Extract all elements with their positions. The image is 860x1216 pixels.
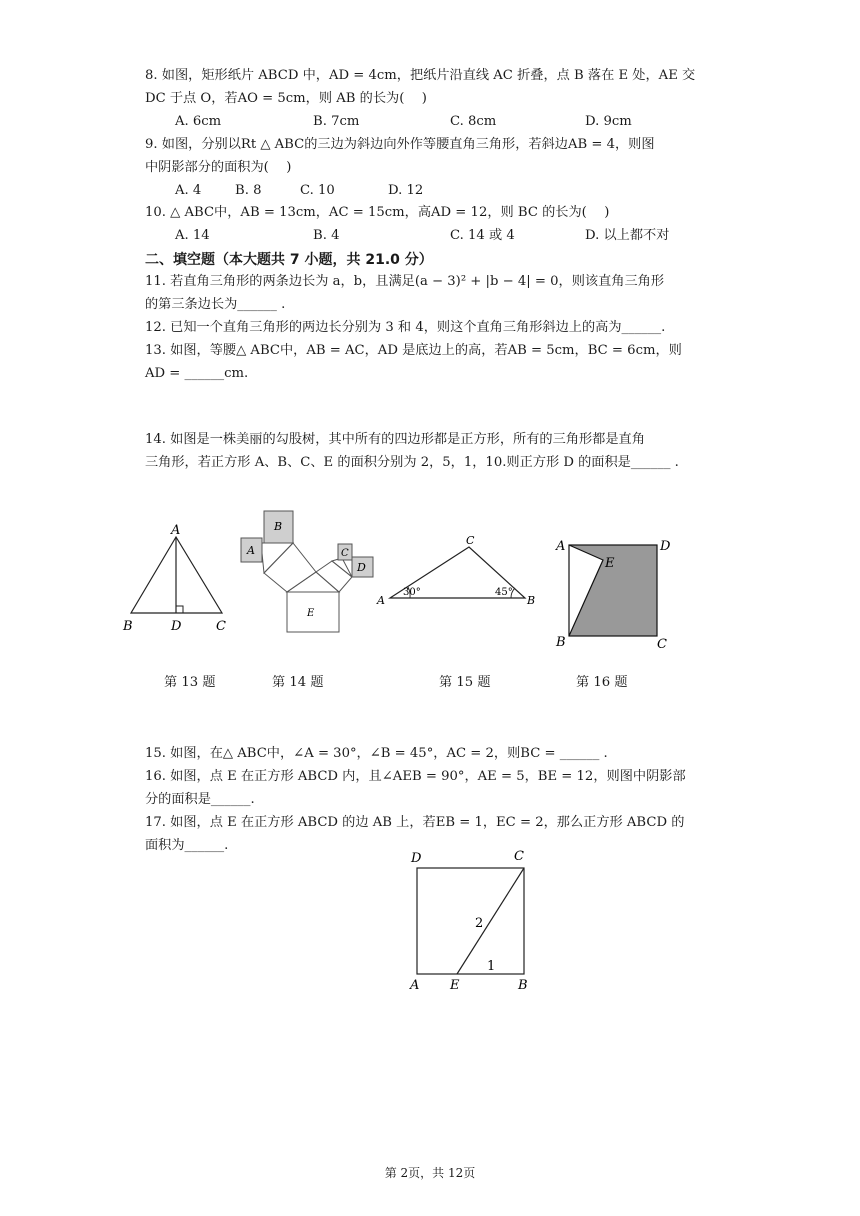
fig17-label-ec-length: 2 xyxy=(475,916,484,931)
q14-line2: 三角形，若正方形 A、B、C、E 的面积分别为 2，5，1，10.则正方形 D 的面积是______ . xyxy=(145,455,679,470)
fig14-label-c: C xyxy=(341,548,349,559)
fig16-label-c: C xyxy=(657,637,667,652)
fig14-label-a: A xyxy=(247,544,255,557)
fig14-label-b: B xyxy=(274,520,283,533)
fig15-label-a: A xyxy=(377,594,385,607)
q17-line2: 面积为______. xyxy=(145,838,229,853)
fig17-label-b: B xyxy=(518,978,528,993)
q10-option-d: D. 以上都不对 xyxy=(585,228,670,243)
figure-17 xyxy=(405,846,540,996)
q9-option-c: C. 10 xyxy=(300,183,335,198)
q11-line2: 的第三条边长为______ . xyxy=(145,297,286,312)
q16-line1: 16. 如图，点 E 在正方形 ABCD 内，且∠AEB = 90°，AE = 5，BE = 12，则图中阴影部 xyxy=(145,769,686,784)
q8-option-a: A. 6cm xyxy=(175,114,222,129)
fig17-label-eb-length: 1 xyxy=(487,959,496,974)
q10-option-c: C. 14 或 4 xyxy=(450,228,515,243)
fig16-label-a: A xyxy=(556,539,566,554)
q9-line2: 中阴影部分的面积为( ) xyxy=(145,160,292,175)
q8-option-c: C. 8cm xyxy=(450,114,497,129)
figure-15 xyxy=(373,535,548,610)
fig14-label-d: D xyxy=(357,561,366,574)
q9-line1: 9. 如图，分别以Rt △ ABC的三边为斜边向外作等腰直角三角形，若斜边AB = 4，则图 xyxy=(145,137,655,152)
q8-option-b: B. 7cm xyxy=(313,114,360,129)
q11-line1: 11. 若直角三角形的两条边长为 a，b，且满足(a − 3)² + |b − 4| = 0，则该直角三角形 xyxy=(145,274,665,289)
caption-fig14: 第 14 题 xyxy=(272,675,324,690)
q12-line1: 12. 已知一个直角三角形的两边长分别为 3 和 4，则这个直角三角形斜边上的高为______. xyxy=(145,320,666,335)
q13-line1: 13. 如图，等腰△ ABC中，AB = AC，AD 是底边上的高，若AB = 5cm，BC = 6cm，则 xyxy=(145,343,682,358)
fig17-label-c: C xyxy=(514,849,524,864)
q15-line1: 15. 如图，在△ ABC中，∠A = 30°，∠B = 45°，AC = 2，则BC = ______ . xyxy=(145,746,608,761)
q16-line2: 分的面积是______. xyxy=(145,792,255,807)
fig15-label-c: C xyxy=(466,535,475,547)
fig16-label-e: E xyxy=(605,556,615,571)
figure-13 xyxy=(115,522,240,640)
fig17-label-e: E xyxy=(450,978,460,993)
fig15-angle-a: 30° xyxy=(403,587,421,598)
fig13-label-c: C xyxy=(216,619,226,634)
q13-line2: AD = ______cm. xyxy=(145,366,249,381)
fig13-label-d: D xyxy=(171,619,182,634)
q9-option-a: A. 4 xyxy=(175,183,202,198)
fig16-label-d: D xyxy=(660,539,671,554)
fig17-label-a: A xyxy=(410,978,420,993)
fig17-label-d: D xyxy=(411,851,422,866)
q8-line2: DC 于点 O，若AO = 5cm，则 AB 的长为( ) xyxy=(145,91,427,106)
q10-line1: 10. △ ABC中，AB = 13cm，AC = 15cm，高AD = 12，则 BC 的长为( ) xyxy=(145,205,610,220)
page-footer: 第 2页，共 12页 xyxy=(384,1166,476,1180)
q8-option-d: D. 9cm xyxy=(585,114,632,129)
fig15-label-b: B xyxy=(527,594,536,607)
q17-line1: 17. 如图，点 E 在正方形 ABCD 的边 AB 上，若EB = 1，EC = 2，那么正方形 ABCD 的 xyxy=(145,815,685,830)
fig13-label-a: A xyxy=(171,523,181,538)
fig16-label-b: B xyxy=(556,635,566,650)
q10-option-a: A. 14 xyxy=(175,228,210,243)
q9-option-b: B. 8 xyxy=(235,183,262,198)
caption-fig15: 第 15 题 xyxy=(439,675,491,690)
q8-line1: 8. 如图，矩形纸片 ABCD 中，AD = 4cm，把纸片沿直线 AC 折叠，点 B 落在 E 处，AE 交 xyxy=(145,68,696,83)
caption-fig16: 第 16 题 xyxy=(576,675,628,690)
fig14-label-e: E xyxy=(307,608,315,619)
fig13-label-b: B xyxy=(123,619,133,634)
q14-line1: 14. 如图是一株美丽的勾股树，其中所有的四边形都是正方形，所有的三角形都是直角 xyxy=(145,432,645,447)
caption-fig13: 第 13 题 xyxy=(164,675,216,690)
figure-16 xyxy=(550,533,680,653)
q10-option-b: B. 4 xyxy=(313,228,340,243)
fig15-angle-b: 45° xyxy=(495,587,513,598)
section-heading: 二、填空题（本大题共 7 小题，共 21.0 分） xyxy=(145,252,433,268)
q9-option-d: D. 12 xyxy=(388,183,424,198)
figure-14 xyxy=(236,505,376,637)
